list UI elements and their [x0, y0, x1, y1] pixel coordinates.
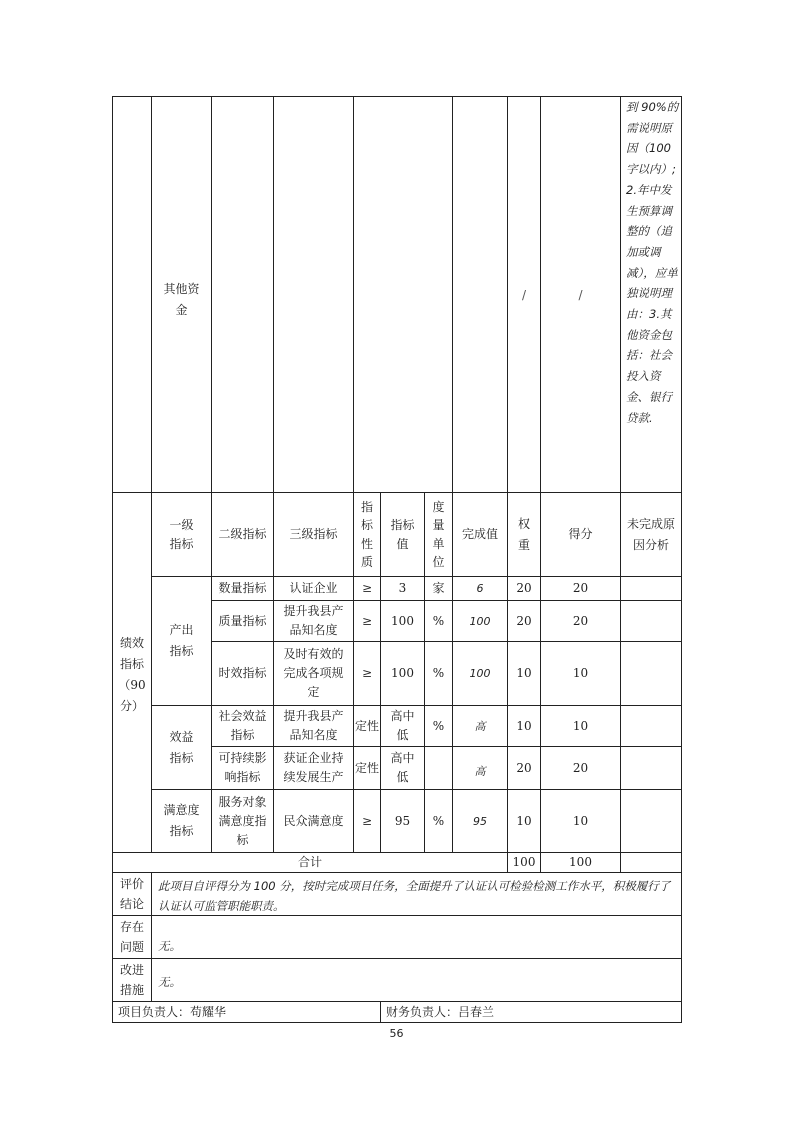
header-actual: 完成值: [461, 527, 498, 541]
measures-label: 改进措施: [120, 963, 145, 997]
problems-text: 无。: [158, 939, 181, 953]
execution-score-value: /: [578, 287, 583, 302]
score-cell: 20: [572, 581, 589, 595]
target-cell: 3: [398, 581, 407, 595]
header-level3: 三级指标: [289, 527, 338, 541]
actual-cell: 95: [473, 814, 487, 828]
actual-cell: 100: [469, 667, 491, 680]
total-label: 合计: [297, 855, 322, 869]
weight-cell: 10: [516, 666, 532, 680]
total-score: 100: [569, 855, 592, 869]
score-cell: 20: [572, 613, 589, 628]
execution-rate-value: /: [521, 287, 527, 302]
nature-cell: 定性: [355, 760, 380, 775]
unit-cell: %: [432, 813, 445, 828]
nature-cell: ≥: [361, 613, 373, 628]
score-cell: 20: [572, 760, 589, 775]
level3-cell: 认证企业: [289, 581, 338, 595]
project-lead: 项目负责人：苟耀华: [118, 1005, 227, 1019]
weight-cell: 20: [516, 613, 532, 628]
nature-cell: ≥: [361, 581, 373, 595]
weight-cell: 20: [516, 760, 532, 775]
level2-cell: 数量指标: [218, 581, 267, 595]
header-reason: 未完成原因分析: [626, 516, 675, 552]
measures-text: 无。: [158, 975, 181, 989]
weight-cell: 20: [516, 581, 532, 595]
level2-cell: 社会效益指标: [218, 709, 267, 742]
header-weight: 权重: [517, 516, 530, 552]
score-cell: 10: [572, 718, 589, 733]
group-satisfaction: 满意度指标: [163, 803, 200, 838]
total-weight: 100: [512, 855, 536, 869]
header-nature: 指标性质: [360, 499, 373, 569]
header-level2: 二级指标: [218, 527, 267, 541]
level2-cell: 质量指标: [218, 613, 267, 628]
level2-cell: 时效指标: [218, 666, 267, 680]
unit-cell: [425, 747, 452, 789]
unit-cell: %: [432, 613, 445, 628]
header-level1: 一级指标: [169, 517, 194, 551]
conclusion-text: 此项目自评得分为 100 分，按时完成项目任务，全面提升了认证认可检验检测工作水平，积极履行了认证认可监管职能职责。: [158, 879, 671, 913]
level3-cell: 及时有效的完成各项规定: [283, 647, 344, 699]
level2-cell: 可持续影响指标: [218, 751, 267, 784]
header-unit: 度量单位: [432, 499, 445, 569]
target-cell: 高中低: [390, 751, 415, 784]
nature-cell: 定性: [355, 718, 380, 733]
level3-cell: 提升我县产品知名度: [283, 604, 344, 637]
score-cell: 10: [572, 813, 589, 828]
explanation-note: 到 90%的需说明原因（100 字以内）;2.年中发生预算调整的（追加或调减），应单独说明理由：3.其他资金包括：社会投入资金、银行贷款.: [626, 100, 679, 425]
actual-cell: 100: [469, 614, 491, 628]
level3-cell: 民众满意度: [283, 813, 344, 828]
actual-cell: 6: [476, 582, 484, 595]
target-cell: 100: [391, 613, 414, 628]
weight-cell: 10: [516, 718, 532, 733]
target-cell: 95: [394, 813, 411, 828]
nature-cell: ≥: [361, 813, 373, 828]
unit-cell: 家: [432, 581, 445, 595]
target-cell: 100: [391, 666, 414, 680]
level2-cell: 服务对象满意度指标: [218, 794, 267, 847]
page-number: 56: [389, 1027, 404, 1040]
nature-cell: ≥: [361, 666, 373, 680]
problems-label: 存在问题: [120, 920, 145, 954]
target-cell: 高中低: [390, 709, 415, 742]
other-funds-label: 其他资金: [163, 282, 200, 317]
level3-cell: 提升我县产品知名度: [283, 709, 344, 742]
group-benefit: 效益指标: [169, 729, 194, 765]
unit-cell: %: [432, 718, 445, 733]
unit-cell: %: [432, 666, 445, 680]
group-output: 产出指标: [169, 623, 194, 658]
score-cell: 10: [572, 666, 589, 680]
level3-cell: 获证企业持续发展生产: [283, 751, 344, 784]
weight-cell: 10: [516, 813, 532, 828]
header-score: 得分: [568, 527, 593, 541]
finance-lead: 财务负责人：吕春兰: [386, 1005, 495, 1019]
actual-cell: 高: [474, 764, 486, 778]
conclusion-label: 评价结论: [120, 877, 145, 911]
actual-cell: 高: [474, 719, 486, 733]
header-target: 指标值: [390, 517, 415, 551]
performance-section-label: 绩效指标（90分）: [118, 636, 146, 713]
